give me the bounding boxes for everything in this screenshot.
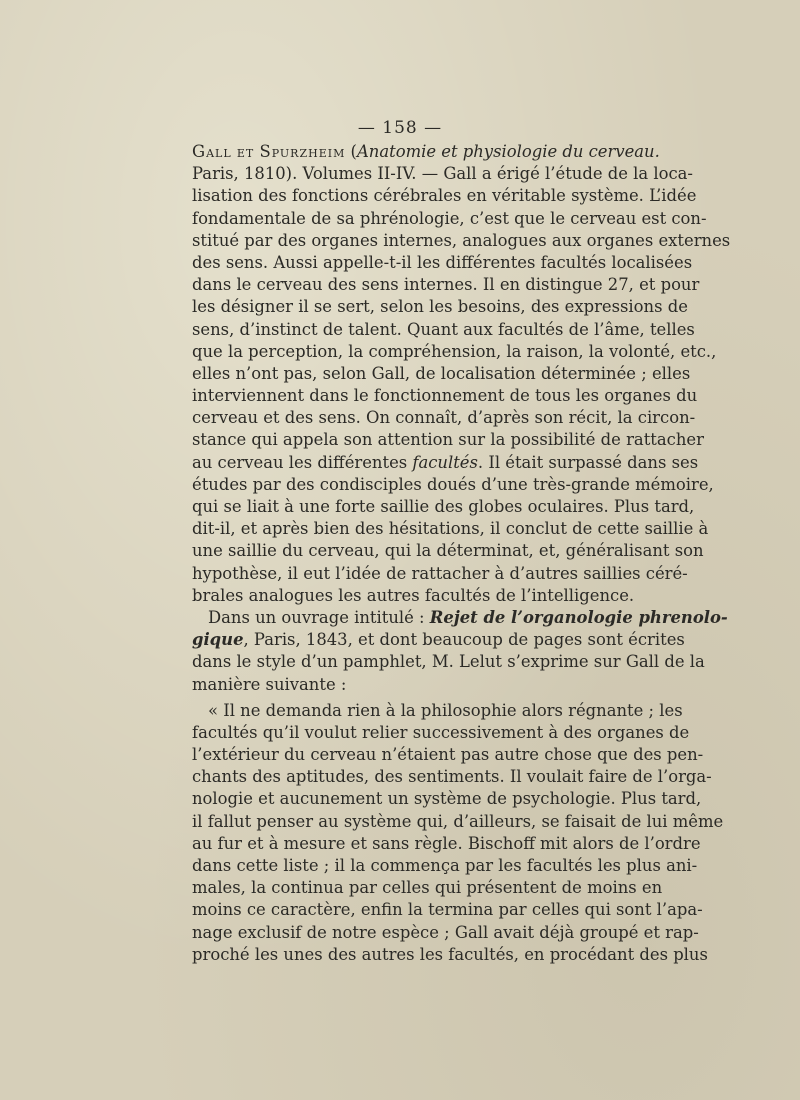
paragraph-1-line-3: lisation des fonctions cérébrales en véritable système. L’idée [192,186,697,206]
paragraph-1-line-10: que la perception, la compréhension, la raison, la volonté, etc., [192,341,717,361]
paragraph-1-line-12: interviennent dans le fonctionnement de tous les organes du [192,386,698,406]
paragraph-3-line-2: facultés qu’il voulut relier successivement à des organes de [192,722,690,742]
paragraph-1-line-9: sens, d’instinct de talent. Quant aux facultés de l’âme, telles [192,319,695,339]
paragraph-1-line-6: des sens. Aussi appelle-t-il les différentes facultés localisées [192,252,693,272]
paragraph-2-line-2: gique, Paris, 1843, et dont beaucoup de pages sont écrites [192,630,685,650]
paragraph-3-line-12: proché les unes des autres les facultés, en procédant des plus [192,944,708,964]
paragraph-1-line-11: elles n’ont pas, selon Gall, de localisation déterminée ; elles [192,363,691,383]
paragraph-1-line-14: stance qui appela son attention sur la possibilité de rattacher [192,430,704,450]
paragraph-1-line-2: Paris, 1810). Volumes II-IV. — Gall a érigé l’étude de la loca- [192,164,693,184]
paragraph-1-line-15: au cerveau les différentes facultés. Il était surpassé dans ses [192,452,699,472]
paragraph-1-line-4: fondamentale de sa phrénologie, c’est que le cerveau est con- [192,208,707,228]
paragraph-1-line-21: brales analogues les autres facultés de l’intelligence. [192,585,635,605]
paragraph-3-line-7: au fur et à mesure et sans règle. Bischoff mit alors de l’ordre [192,833,701,853]
paragraph-3-line-9: males, la continua par celles qui présentent de moins en [192,878,663,898]
paragraph-1-line-19: une saillie du cerveau, qui la déterminat, et, généralisant son [192,541,704,561]
paragraph-3-line-11: nage exclusif de notre espèce ; Gall avait déjà groupé et rap- [192,922,699,942]
paragraph-1-line-7: dans le cerveau des sens internes. Il en distingue 27, et pour [192,275,700,295]
paragraph-1-line-13: cerveau et des sens. On connaît, d’après son récit, la circon- [192,408,696,428]
paragraph-1-line-5: stitué par des organes internes, analogues aux organes externes [192,230,731,250]
paragraph-1-line-16: études par des condisciples doués d’une très-grande mémoire, [192,474,714,494]
body-text [192,141,731,966]
paragraph-2-line-1: Dans un ouvrage intitulé : Rejet de l’organologie phrenolo- [208,607,728,627]
paragraph-3-line-8: dans cette liste ; il la commença par les facultés les plus ani- [192,856,698,875]
paragraph-1-line-20: hypothèse, il eut l’idée de rattacher à d’autres saillies céré- [192,563,688,583]
paragraph-3-line-4: chants des aptitudes, des sentiments. Il voulait faire de l’orga- [192,767,712,787]
page-number: — 158 — [357,118,443,138]
paragraph-3-line-1: « Il ne demanda rien à la philosophie alors régnante ; les [208,700,683,720]
paragraph-2-line-3: dans le style d’un pamphlet, M. Lelut s’exprime sur Gall de la [192,652,705,672]
paragraph-3-line-10: moins ce caractère, enfin la termina par celles qui sont l’apa- [192,900,703,920]
paragraph-3-line-5: nologie et aucunement un système de psychologie. Plus tard, [192,789,702,809]
paragraph-3-line-6: il fallut penser au système qui, d’ailleurs, se faisait de lui même [192,811,724,831]
paragraph-1-line-1: Gall et Spurzheim (Anatomie et physiologie du cerveau. [192,142,660,161]
paragraph-1-line-8: les désigner il se sert, selon les besoins, des expressions de [192,297,688,317]
paragraph-1-line-18: dit-il, et après bien des hésitations, il conclut de cette saillie à [192,519,709,539]
paragraph-2-line-4: manière suivante : [192,674,347,694]
paragraph-1-line-17: qui se liait à une forte saillie des globes oculaires. Plus tard, [192,497,695,516]
paragraph-3-line-3: l’extérieur du cerveau n’étaient pas autre chose que des pen- [192,745,704,765]
